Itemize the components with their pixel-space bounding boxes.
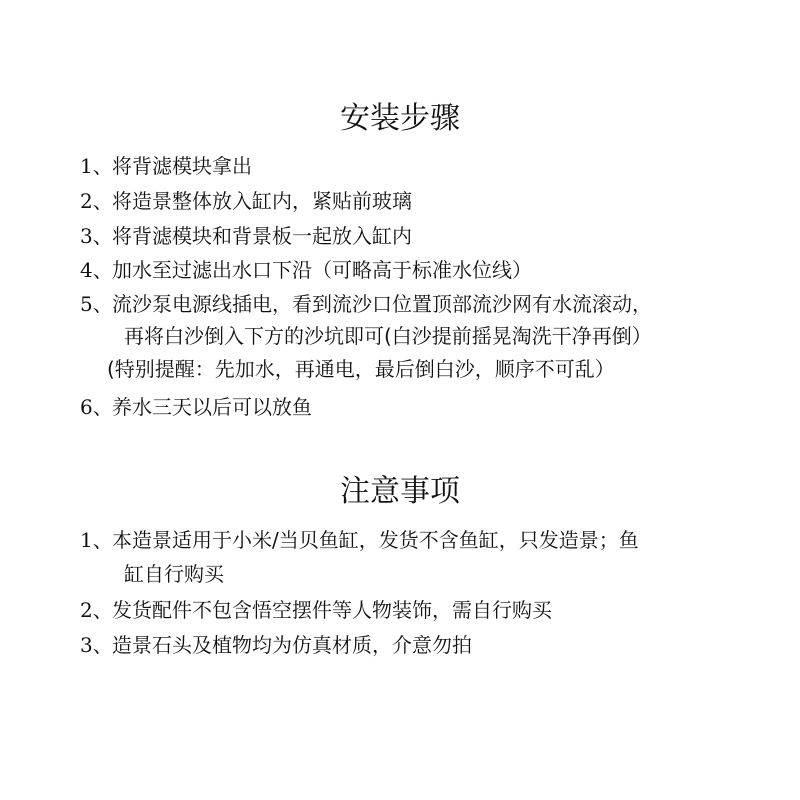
- install-step-number: 3、: [80, 224, 113, 248]
- install-step-text: 将造景整体放入缸内，紧贴前玻璃: [112, 189, 412, 213]
- install-step-text: 加水至过滤出水口下沿（可略高于标准水位线）: [112, 258, 532, 282]
- install-step-number: 4、: [80, 258, 113, 282]
- note-item-number: 1、: [80, 528, 113, 552]
- install-step-number: 2、: [80, 189, 113, 213]
- install-step-text: 流沙泵电源线插电，看到流沙口位置顶部流沙网有水流滚动，: [112, 292, 652, 316]
- install-section-title: 安装步骤: [340, 101, 460, 136]
- install-step-text: 养水三天以后可以放鱼: [112, 395, 312, 419]
- install-step-number: 1、: [80, 154, 113, 178]
- install-step-reminder-text: (特别提醒：先加水，再通电，最后倒白沙，顺序不可乱）: [107, 357, 615, 381]
- note-item-text: 造景石头及植物均为仿真材质，介意勿拍: [112, 633, 472, 657]
- note-item-continuation-text: 缸自行购买: [124, 562, 224, 586]
- note-item-number: 2、: [80, 598, 113, 622]
- note-item-text: 发货配件不包含悟空摆件等人物装饰，需自行购买: [112, 598, 552, 622]
- install-step-number: 5、: [80, 292, 113, 316]
- install-step-number: 6、: [80, 395, 113, 419]
- notes-section-title: 注意事项: [340, 474, 460, 509]
- install-step-text: 将背滤模块拿出: [112, 154, 252, 178]
- note-item-number: 3、: [80, 633, 113, 657]
- install-step-text: 将背滤模块和背景板一起放入缸内: [112, 224, 412, 248]
- note-item-text: 本造景适用于小米/当贝鱼缸，发货不含鱼缸，只发造景；鱼: [112, 528, 639, 552]
- install-step-continuation-text: 再将白沙倒入下方的沙坑即可(白沙提前摇晃淘洗干净再倒）: [124, 324, 652, 348]
